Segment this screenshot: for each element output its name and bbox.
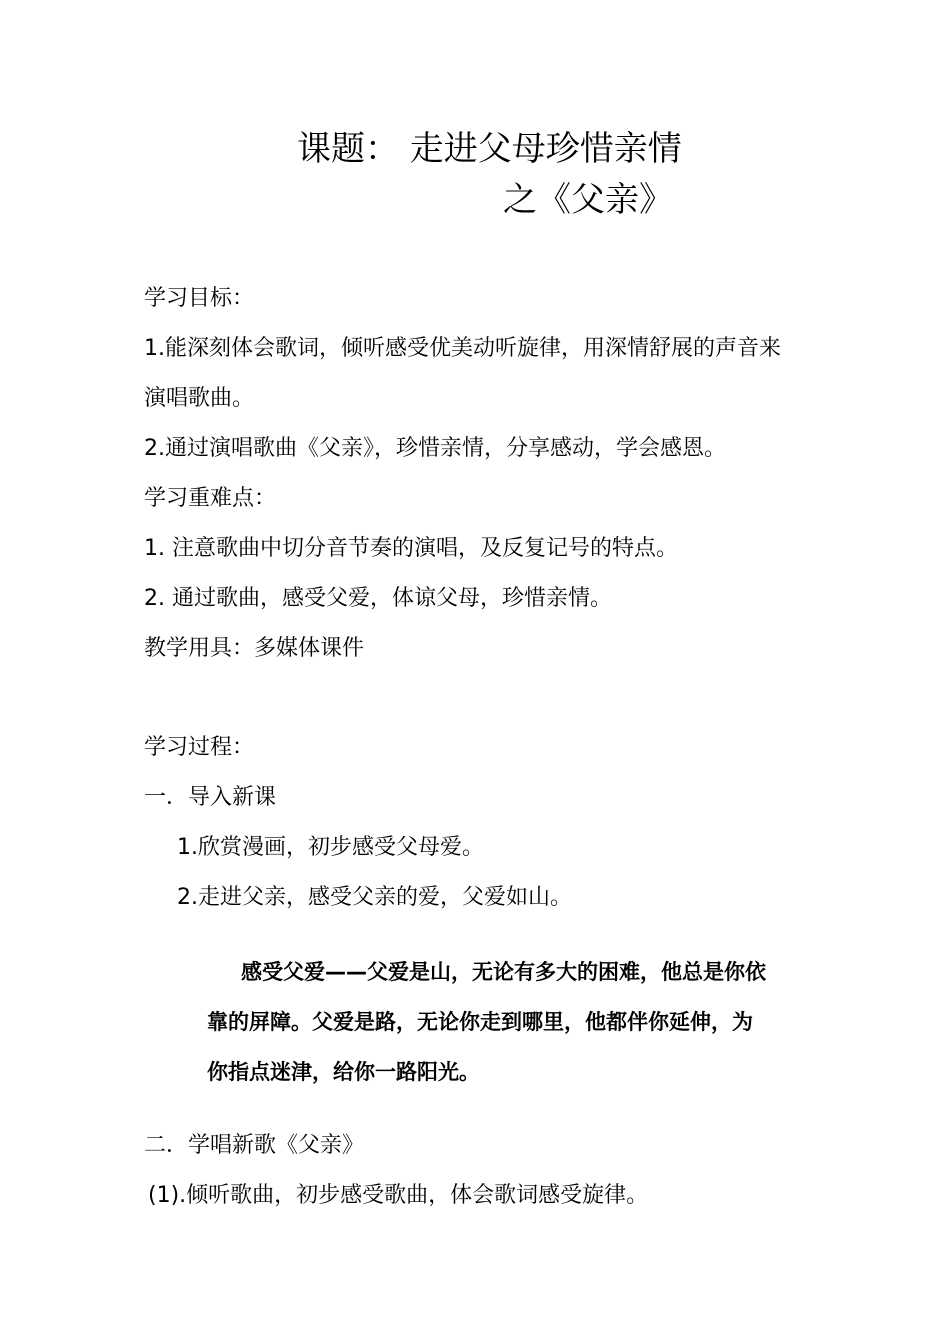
lesson-title: 课题： 走进父母珍惜亲情 <box>297 129 682 169</box>
key-point-item-1: 1. 注意歌曲中切分音节奏的演唱，及反复记号的特点。 <box>144 536 678 561</box>
key-points-heading: 学习重难点： <box>144 486 277 511</box>
quote-line-1: 感受父爱——父爱是山，无论有多大的困难，他总是你依 <box>241 960 766 984</box>
key-point-item-2: 2. 通过歌曲，感受父爱，体谅父母，珍惜亲情。 <box>144 586 612 611</box>
quote-line-2: 靠的屏障。父爱是路，无论你走到哪里，他都伴你延伸，为 <box>207 1010 753 1034</box>
goals-heading: 学习目标： <box>144 286 255 311</box>
section-1-item-1: 1.欣赏漫画，初步感受父母爱。 <box>177 835 484 860</box>
section-1-heading: 一．导入新课 <box>144 785 277 810</box>
lesson-subtitle: 之《父亲》 <box>503 180 673 220</box>
goal-item-2: 2.通过演唱歌曲《父亲》，珍惜亲情，分享感动，学会感恩。 <box>144 436 726 461</box>
section-2-item-1: (1).倾听歌曲，初步感受歌曲，体会歌词感受旋律。 <box>148 1183 649 1208</box>
section-1-item-2: 2.走进父亲，感受父亲的爱，父爱如山。 <box>177 885 572 910</box>
goal-item-1: 1.能深刻体会歌词，倾听感受优美动听旋律，用深情舒展的声音来 <box>144 336 781 361</box>
quote-line-3: 你指点迷津，给你一路阳光。 <box>207 1060 480 1084</box>
teaching-tools: 教学用具：多媒体课件 <box>144 636 365 661</box>
goal-item-1-continued: 演唱歌曲。 <box>144 386 255 411</box>
section-2-heading: 二．学唱新歌《父亲》 <box>144 1133 365 1158</box>
process-heading: 学习过程： <box>144 735 255 760</box>
